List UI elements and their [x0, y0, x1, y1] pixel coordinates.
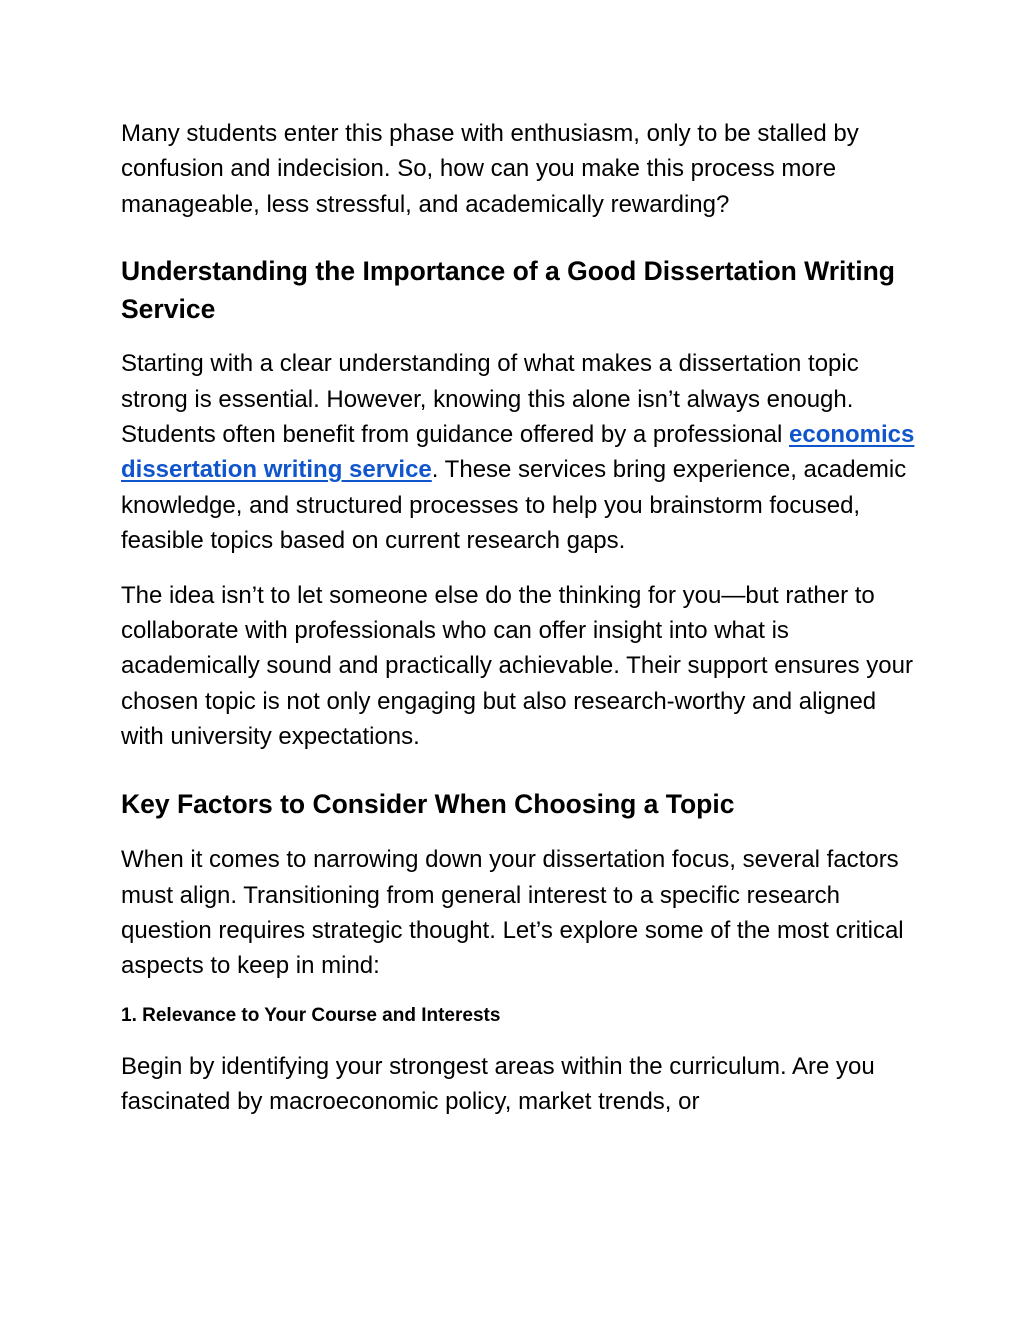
relevance-paragraph: Begin by identifying your strongest areas within the curriculum. Are you fascinated by macroeconomic policy, market trends, or — [121, 1052, 875, 1116]
intro-paragraph: Many students enter this phase with enthusiasm, only to be stalled by confusion and indecision. So, how can you make this process more manageable, less stressful, and academically rewarding? — [121, 120, 859, 218]
collaborate-paragraph: The idea isn’t to let someone else do the thinking for you—but rather to collaborate with professionals who can offer insight into what is academically sound and practically achievable. Their support ensures your chosen topic is not only engaging but also research-worthy and aligned with university expectations. — [121, 581, 913, 751]
factors-paragraph: When it comes to narrowing down your dissertation focus, several factors must align. Transitioning from general interest to a specific research question requires strategic thought. Let’s explore some of the most critical aspects to keep in mind: — [121, 846, 904, 980]
service-paragraph-text-before: Starting with a clear understanding of what makes a dissertation topic strong is essential. However, knowing this alone isn’t always enough. Students often benefit from guidance offered by a professional — [121, 350, 859, 449]
subheading-relevance: 1. Relevance to Your Course and Interests — [121, 1004, 501, 1026]
document-page — [121, 116, 921, 1120]
service-paragraph-text-after: . These services bring experience, academic knowledge, and structured processes to help you brainstorm focused, feasible topics based on current research gaps. — [121, 456, 907, 555]
service-paragraph — [121, 346, 921, 558]
heading-importance: Understanding the Importance of a Good Dissertation Writing Service — [121, 256, 895, 324]
heading-key-factors: Key Factors to Consider When Choosing a Topic — [121, 788, 735, 819]
economics-dissertation-service-link[interactable]: economics dissertation writing service — [121, 421, 915, 484]
